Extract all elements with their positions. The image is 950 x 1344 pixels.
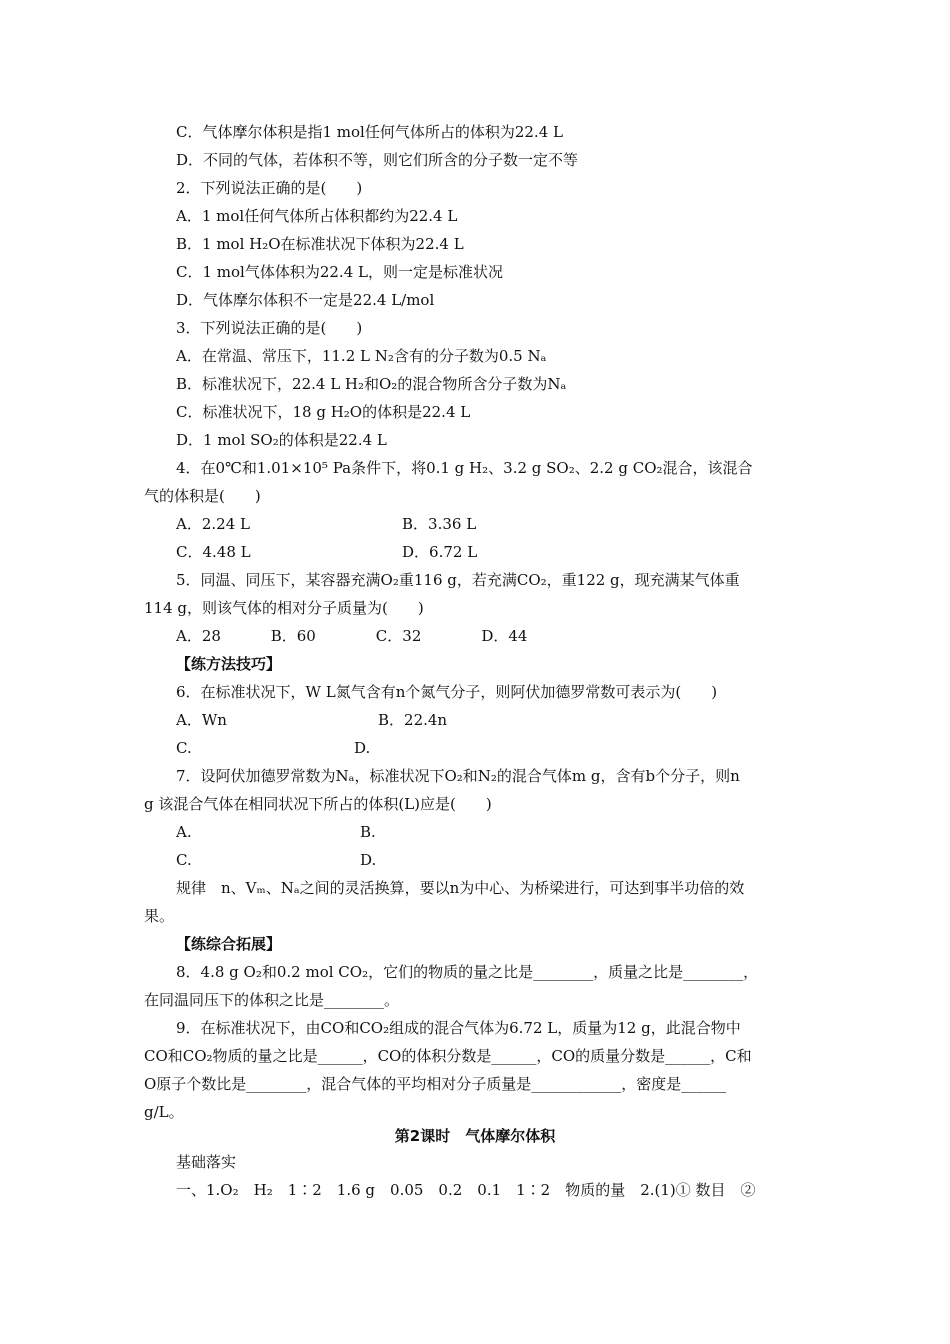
option-line: C．1 mol气体体积为22.4 L，则一定是标准状况 [176, 263, 503, 281]
option-line: D．1 mol SO₂的体积是22.4 L [176, 431, 387, 449]
question-line: g 该混合气体在相同状况下所占的体积(L)应是( ) [144, 795, 492, 813]
question-line: 5．同温、同压下，某容器充满O₂重116 g，若充满CO₂，重122 g，现充满某气体重 [176, 571, 740, 589]
option-line: C. [176, 851, 192, 869]
option-line: C．气体摩尔体积是指1 mol任何气体所占的体积为22.4 L [176, 123, 563, 141]
question-line: 6．在标准状况下，W L氮气含有n个氮气分子，则阿伏加德罗常数可表示为( ) [176, 683, 718, 701]
question-line: 在同温同压下的体积之比是________。 [144, 991, 400, 1009]
rule-note: 果。 [144, 907, 175, 925]
option-line: A．28 B．60 C．32 D．44 [176, 627, 528, 645]
option-line: B．1 mol H₂O在标准状况下体积为22.4 L [176, 235, 464, 253]
answer-section-header: 第2课时 气体摩尔体积 [394, 1127, 556, 1145]
option-line: D．气体摩尔体积不一定是22.4 L/mol [176, 291, 435, 309]
question-line: 7．设阿伏加德罗常数为Nₐ，标准状况下O₂和N₂的混合气体m g，含有b个分子，则n [176, 767, 740, 785]
option-line: A．2.24 L [176, 515, 250, 533]
question-line: O原子个数比是________，混合气体的平均相对分子质量是____________，密度是______ [144, 1075, 727, 1093]
question-line: g/L。 [144, 1103, 184, 1121]
option-line: B. [360, 823, 376, 841]
option-line: C．4.48 L [176, 543, 251, 561]
question-line: 9．在标准状况下，由CO和CO₂组成的混合气体为6.72 L，质量为12 g，此混合物中 [176, 1019, 741, 1037]
option-line: A．1 mol任何气体所占体积都约为22.4 L [176, 207, 458, 225]
option-line: B．3.36 L [402, 515, 477, 533]
section-title: 【练综合拓展】 [176, 935, 282, 953]
question-line: 3．下列说法正确的是( ) [176, 319, 363, 337]
question-line: 8．4.8 g O₂和0.2 mol CO₂，它们的物质的量之比是________，质量之比是________， [176, 963, 759, 981]
question-line: 4．在0℃和1.01×10⁵ Pa条件下，将0.1 g H₂、3.2 g SO₂、2.2 g CO₂混合，该混合 [176, 459, 753, 477]
option-line: D. [360, 851, 377, 869]
answer-line: 一、1.O₂ H₂ 1∶2 1.6 g 0.05 0.2 0.1 1∶2 物质的量 2.(1)① 数目 ② [176, 1181, 756, 1199]
option-line: D. [354, 739, 371, 757]
question-line: 气的体积是( ) [144, 487, 261, 505]
question-line: 114 g，则该气体的相对分子质量为( ) [144, 599, 424, 617]
option-line: B．22.4n [378, 711, 448, 729]
option-line: A．Wn [176, 711, 227, 729]
option-line: B．标准状况下，22.4 L H₂和O₂的混合物所含分子数为Nₐ [176, 375, 567, 393]
option-line: A. [176, 823, 192, 841]
option-line: D．不同的气体，若体积不等，则它们所含的分子数一定不等 [176, 151, 579, 169]
rule-note: 规律 n、Vₘ、Nₐ之间的灵活换算，要以n为中心、为桥梁进行，可达到事半功倍的效 [176, 879, 745, 897]
section-title: 【练方法技巧】 [176, 655, 282, 673]
question-line: 2．下列说法正确的是( ) [176, 179, 363, 197]
answer-subheading: 基础落实 [176, 1153, 237, 1171]
option-line: A．在常温、常压下，11.2 L N₂含有的分子数为0.5 Nₐ [176, 347, 547, 365]
option-line: C．标准状况下，18 g H₂O的体积是22.4 L [176, 403, 471, 421]
question-line: CO和CO₂物质的量之比是______，CO的体积分数是______，CO的质量分数是______，C和 [144, 1047, 752, 1065]
option-line: C. [176, 739, 192, 757]
option-line: D．6.72 L [402, 543, 478, 561]
